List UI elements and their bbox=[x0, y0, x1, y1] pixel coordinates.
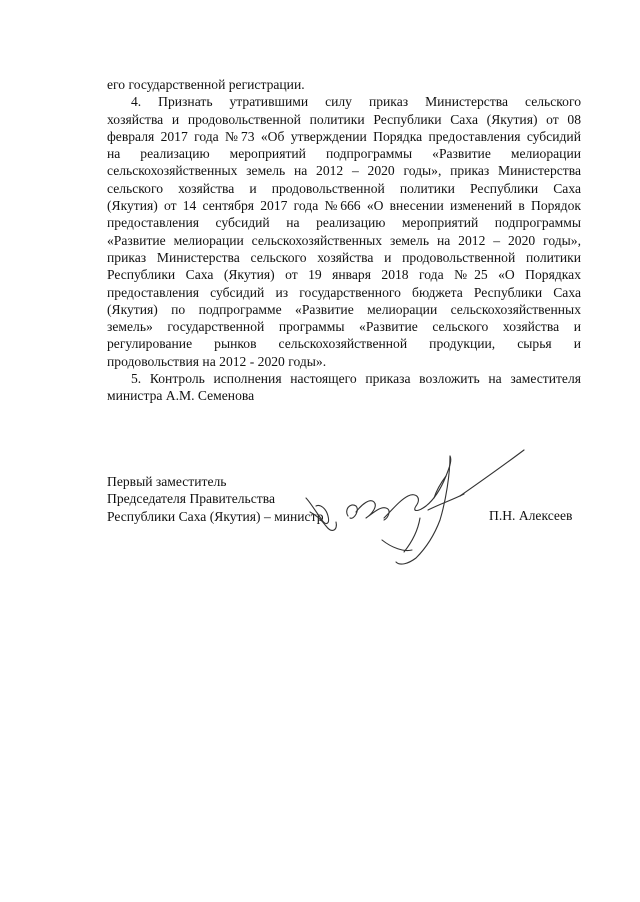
paragraph-line-6: сельскохозяйственных земель на 2012 – 2020 годы», приказ Министерства bbox=[107, 163, 581, 179]
paragraph-line-3: хозяйства и продовольственной политики Республики Саха (Якутия) от 08 bbox=[107, 111, 581, 127]
paragraph-line-11: приказ Министерства сельского хозяйства и продовольственной политики bbox=[107, 249, 581, 265]
paragraph-line-16: регулирование рынков сельскохозяйственной продукции, сырья и bbox=[107, 336, 581, 352]
paragraph-line-7: сельского хозяйства и продовольственной политики Республики Саха bbox=[107, 180, 581, 196]
signatory-name: П.Н. Алексеев bbox=[489, 508, 573, 523]
paragraph-line-13: предоставления субсидий из государственного бюджета Республики Саха bbox=[107, 284, 581, 300]
signatory-title bbox=[107, 473, 324, 525]
document-body bbox=[107, 76, 581, 405]
signatory-title-line-1: Первый заместитель bbox=[107, 474, 227, 489]
paragraph-line-8: (Якутия) от 14 сентября 2017 года №666 «О внесении изменений в Порядок bbox=[107, 198, 581, 214]
signatory-title-line-3: Республики Саха (Якутия) – министр bbox=[107, 508, 324, 524]
paragraph-line-1: его государственной регистрации. bbox=[107, 77, 305, 92]
paragraph-line-5: на реализацию мероприятий подпрограммы «Развитие мелиорации bbox=[107, 146, 581, 162]
paragraph-line-2: 4. Признать утратившими силу приказ Министерства сельского bbox=[131, 94, 581, 110]
paragraph-line-10: «Развитие мелиорации сельскохозяйственных земель на 2012 – 2020 годы», bbox=[107, 232, 581, 248]
signatory-title-line-2: Председателя Правительства bbox=[107, 491, 275, 507]
paragraph-line-19: министра А.М. Семенова bbox=[107, 388, 255, 404]
paragraph-line-17: продовольствия на 2012 - 2020 годы». bbox=[107, 353, 327, 369]
paragraph-line-14: (Якутия) по подпрограмме «Развитие мелиорации сельскохозяйственных bbox=[107, 301, 581, 317]
paragraph-line-15: земель» государственной программы «Развитие сельского хозяйства и bbox=[107, 319, 581, 335]
paragraph-line-4: февраля 2017 года №73 «Об утверждении Порядка предоставления субсидий bbox=[107, 128, 581, 144]
paragraph-line-9: предоставления субсидий на реализацию мероприятий подпрограммы bbox=[107, 215, 581, 231]
paragraph-line-12: Республики Саха (Якутия) от 19 января 2018 года №25 «О Порядках bbox=[107, 267, 581, 283]
paragraph-line-18: 5. Контроль исполнения настоящего приказа возложить на заместителя bbox=[131, 371, 581, 387]
